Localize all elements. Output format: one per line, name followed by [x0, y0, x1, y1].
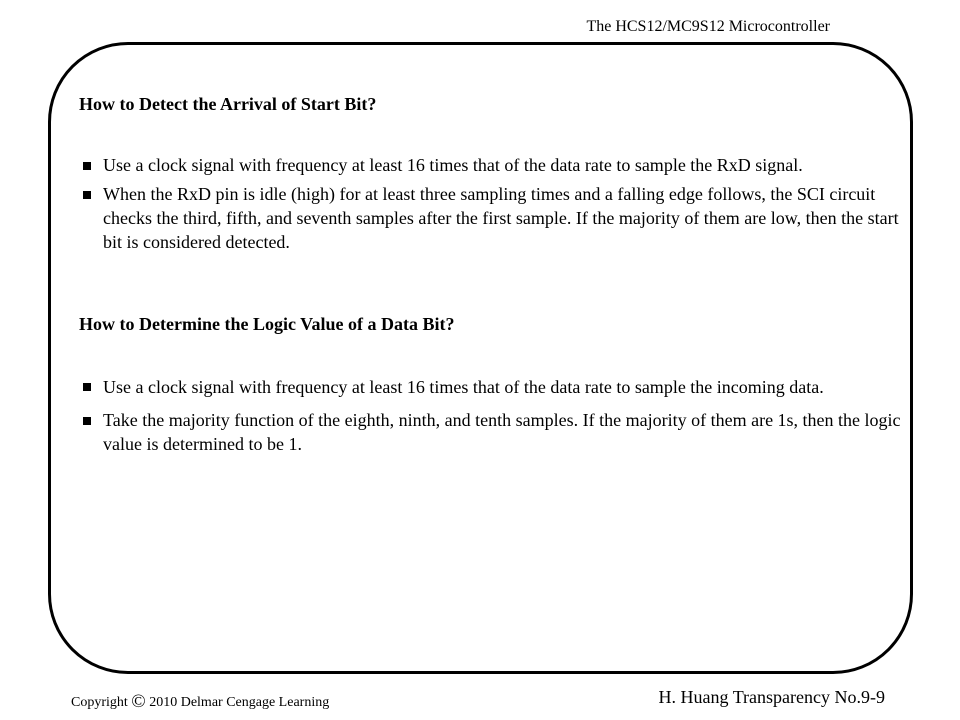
- data-bit-heading: How to Determine the Logic Value of a Data Bit?: [79, 314, 455, 334]
- list-item: [79, 371, 909, 403]
- start-bit-section: [79, 92, 909, 254]
- square-bullet-icon: [83, 417, 91, 425]
- data-bit-bullet-list: [79, 371, 909, 456]
- square-bullet-icon: [83, 191, 91, 199]
- start-bit-heading: How to Detect the Arrival of Start Bit?: [79, 94, 377, 114]
- list-item: [79, 182, 909, 254]
- list-item: [79, 408, 909, 456]
- header-title: The HCS12/MC9S12 Microcontroller: [586, 18, 830, 35]
- bullet-text: When the RxD pin is idle (high) for at least three sampling times and a falling edge follows, the SCI circuit checks the third, fifth, and seventh samples after the first sample. If the majority of them are low, then the start bit is considered detected.: [103, 184, 899, 252]
- data-bit-section: [79, 312, 909, 456]
- square-bullet-icon: [83, 383, 91, 391]
- copyright-symbol: ©: [131, 691, 146, 712]
- list-item: [79, 153, 909, 177]
- copyright-label: Copyright: [71, 695, 128, 710]
- bullet-text: Take the majority function of the eighth, ninth, and tenth samples. If the majority of them are 1s, then the logic value is determined to be 1.: [103, 410, 901, 454]
- transparency-number: H. Huang Transparency No.9-9: [658, 687, 885, 707]
- slide-content: [79, 92, 909, 461]
- footer-copyright: [71, 691, 329, 713]
- bullet-text: Use a clock signal with frequency at least 16 times that of the data rate to sample the incoming data.: [103, 377, 824, 397]
- copyright-text: 2010 Delmar Cengage Learning: [149, 695, 330, 710]
- start-bit-bullet-list: [79, 153, 909, 254]
- square-bullet-icon: [83, 162, 91, 170]
- bullet-text: Use a clock signal with frequency at least 16 times that of the data rate to sample the RxD signal.: [103, 155, 803, 175]
